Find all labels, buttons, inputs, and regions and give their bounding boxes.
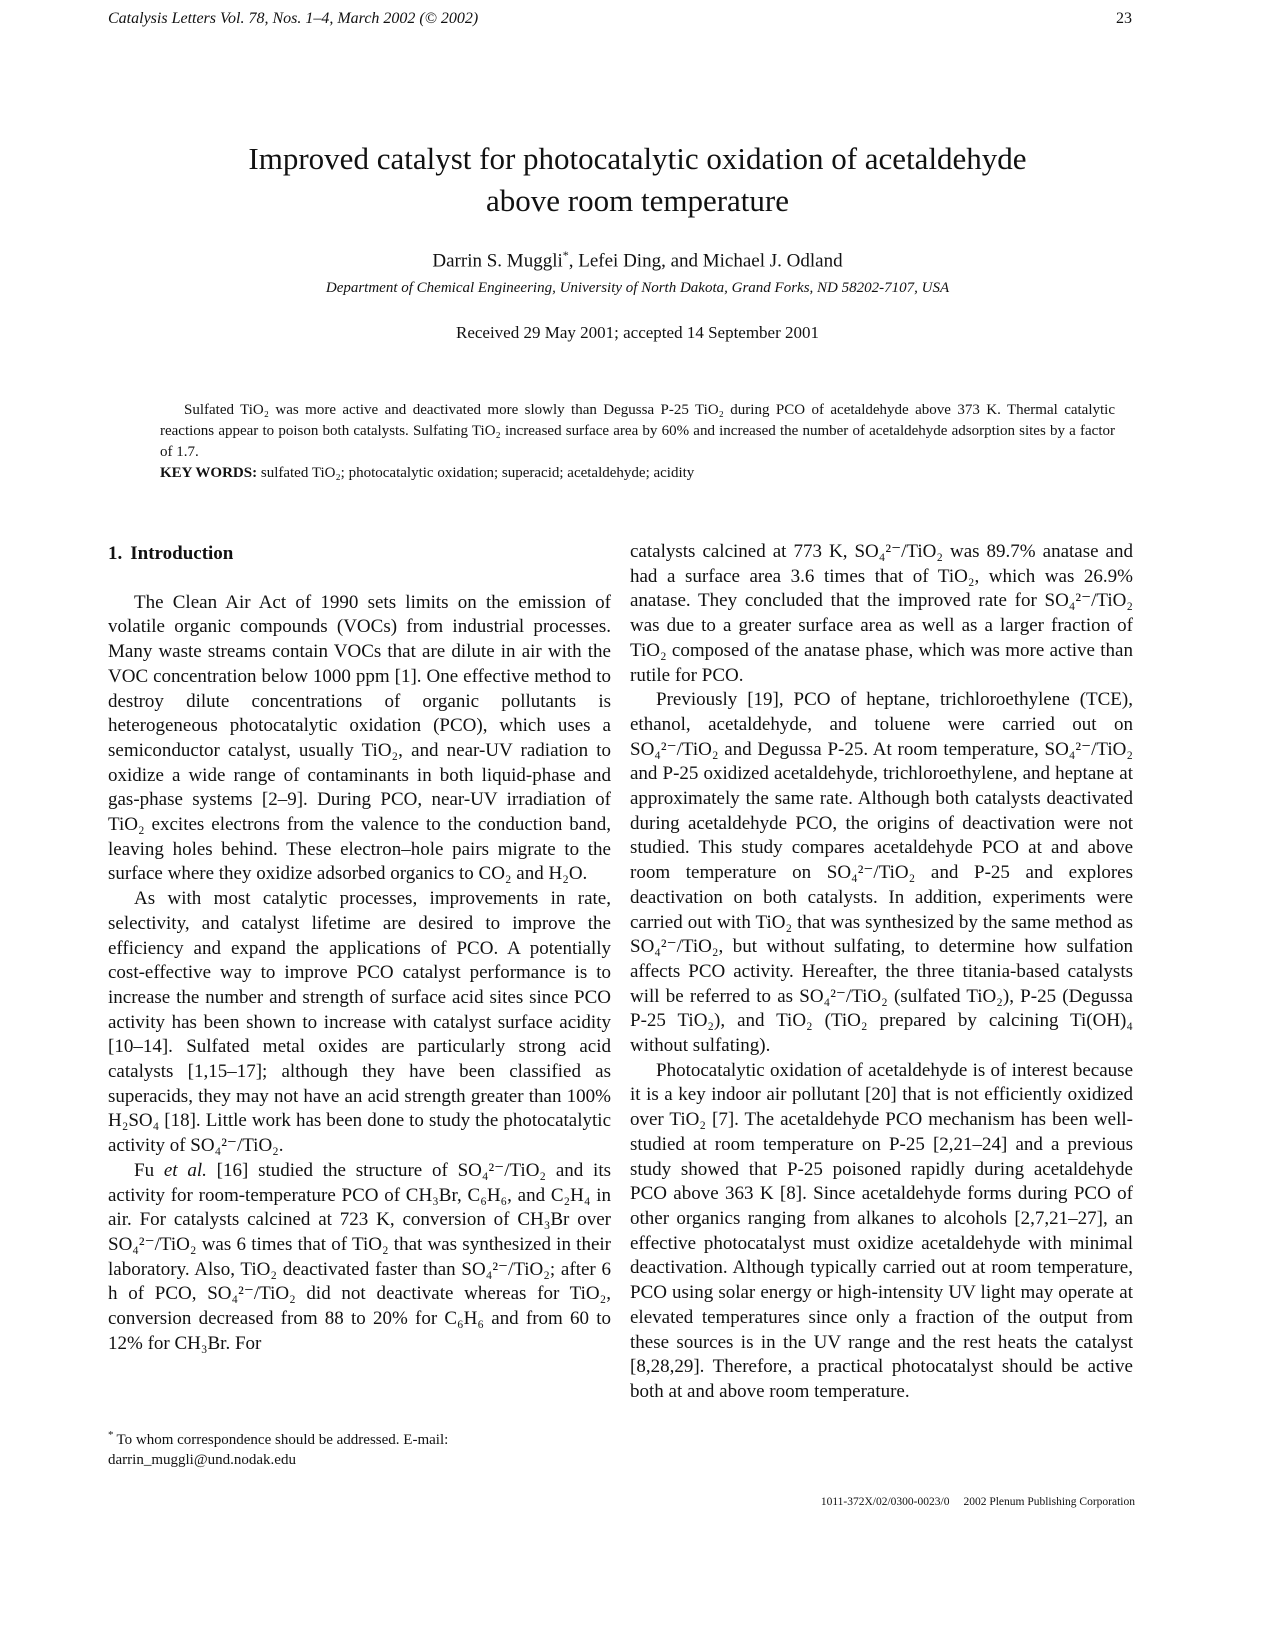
paragraph-3-text: [16] studied the structure of SO₄²⁻/TiO₂ and its activity for room-temperature PCO of CH₃Br, C₆H₆, and C₂H₄ in air. For catalysts calcined at 723 K, conversion of CH₃Br over SO₄²⁻/TiO₂ was 6 times that of TiO₂ that was synthesized in their laboratory. Also, TiO₂ deactivated faster than SO₄²⁻/TiO₂; after 6 h of PCO, SO₄²⁻/TiO₂ did not deactivate whereas for TiO₂, conversion decreased from 88 to 20% for C₆H₆ and from 60 to 12% for CH₃Br. For [108, 1159, 611, 1354]
imprint-publisher: 2002 Plenum Publishing Corporation [963, 1496, 1135, 1508]
keywords [160, 463, 1115, 484]
title-line-1: Improved catalyst for photocatalytic oxidation of acetaldehyde [248, 141, 1027, 176]
intro-paragraph-4: Previously [19], PCO of heptane, trichloroethylene (TCE), ethanol, acetaldehyde, and toluene were carried out on SO₄²⁻/TiO₂ and Degussa P-25. At room temperature, SO₄²⁻/TiO₂ and P-25 oxidized acetaldehyde, trichloroethylene, and heptane at approximately the same rate. Although both catalysts deactivated during acetaldehyde PCO, the origins of deactivation were not studied. This study compares acetaldehyde PCO at and above room temperature on SO₄²⁻/TiO₂ and P-25 and explores deactivation on both catalysts. In addition, experiments were carried out with TiO₂ that was synthesized by the same method as SO₄²⁻/TiO₂, but without sulfating, to determine how sulfation affects PCO activity. Hereafter, the three titania-based catalysts will be referred to as SO₄²⁻/TiO₂ (sulfated TiO₂), P-25 (Degussa P-25 TiO₂), and TiO₂ (TiO₂ prepared by calcining Ti(OH)₄ without sulfating). [630, 689, 1133, 1057]
intro-paragraph-3-cont: catalysts calcined at 773 K, SO₄²⁻/TiO₂ was 89.7% anatase and had a surface area 3.6 times that of TiO₂, which was 26.9% anatase. They concluded that the improved rate for SO₄²⁻/TiO₂ was due to a greater surface area as well as a larger fraction of TiO₂ composed of the anatase phase, which was more active than rutile for PCO. [630, 541, 1133, 686]
abstract-text: Sulfated TiO₂ was more active and deactivated more slowly than Degussa P-25 TiO₂ during PCO of acetaldehyde above 373 K. Thermal catalytic reactions appear to poison both catalysts. Sulfating TiO₂ increased surface area by 60% and increased the number of acetaldehyde adsorption sites by a factor of 1.7. [160, 402, 1115, 460]
article-title [0, 138, 1275, 222]
section-title: Introduction [130, 543, 234, 564]
imprint-code: 1011-372X/02/0300-0023/0 [820, 1496, 950, 1508]
intro-paragraph-1: The Clean Air Act of 1990 sets limits on the emission of volatile organic compounds (VOCs) from industrial processes. Many waste streams contain VOCs that are dilute in air with the VOC concentration below 1000 ppm [1]. One effective method to destroy dilute concentrations of organic pollutants is heterogeneous photocatalytic oxidation (PCO), which uses a semiconductor catalyst, usually TiO₂, and near-UV radiation to oxidize a wide range of contaminants in both liquid-phase and gas-phase systems [2–9]. During PCO, near-UV irradiation of TiO₂ excites electrons from the valence to the conduction band, leaving holes behind. These electron–hole pairs migrate to the surface where they oxidize adsorbed organics to CO₂ and H₂O. [108, 591, 611, 885]
intro-paragraph-3 [108, 1159, 611, 1357]
page-number: 23 [1116, 10, 1132, 27]
footnote-text: To whom correspondence should be addressed. E-mail: darrin_muggli@und.nodak.edu [108, 1432, 449, 1468]
abstract [160, 400, 1115, 484]
imprint [807, 1496, 1135, 1508]
footnote-mark: * [108, 1429, 114, 1441]
authors [0, 248, 1275, 272]
left-column [108, 542, 611, 1357]
section-heading [108, 542, 611, 567]
corresponding-author: Darrin S. Muggli [432, 250, 563, 272]
section-number: 1. [108, 543, 123, 564]
coauthors: , Lefei Ding, and Michael J. Odland [568, 250, 843, 272]
et-al: et al. [163, 1159, 207, 1181]
paragraph-3-author: Fu [134, 1159, 164, 1181]
author-footnote-mark: * [562, 248, 569, 262]
journal-citation: Catalysis Letters Vol. 78, Nos. 1–4, March 2002 (© 2002) [108, 10, 479, 27]
footnote [108, 1425, 611, 1470]
keywords-list: sulfated TiO₂; photocatalytic oxidation; superacid; acetaldehyde; acidity [260, 465, 695, 481]
keywords-label: KEY WORDS: [160, 465, 258, 481]
intro-paragraph-2: As with most catalytic processes, improvements in rate, selectivity, and catalyst lifetime are desired to improve the efficiency and expand the applications of PCO. A potentially cost-effective way to improve PCO catalyst performance is to increase the number and strength of surface acid sites since PCO activity has been shown to increase with catalyst surface acidity [10–14]. Sulfated metal oxides are particularly strong acid catalysts [1,15–17]; although they have been classified as superacids, they may not have an acid strength greater than 100% H₂SO₄ [18]. Little work has been done to study the photocatalytic activity of SO₄²⁻/TiO₂. [108, 888, 611, 1157]
affiliation: Department of Chemical Engineering, University of North Dakota, Grand Forks, ND 58202-7107, USA [325, 280, 950, 297]
right-column [630, 540, 1133, 1405]
running-head [108, 10, 1132, 34]
intro-paragraph-5: Photocatalytic oxidation of acetaldehyde is of interest because it is a key indoor air pollutant [20] that is not efficiently oxidized over TiO₂ [7]. The acetaldehyde PCO mechanism has been well-studied at room temperature on P-25 [2,21–24] and a previous study showed that P-25 poisoned rapidly during acetaldehyde PCO above 363 K [8]. Since acetaldehyde forms during PCO of other organics ranging from alkanes to alcohols [2,7,21–27], an effective photocatalyst must oxidize acetaldehyde with minimal deactivation. Although typically carried out at room temperature, PCO using solar energy or high-intensity UV light may operate at elevated temperatures since only a fraction of the output from these sources is in the UV range and the rest heats the catalyst [8,28,29]. Therefore, a practical photocatalyst should be active both at and above room temperature. [630, 1059, 1133, 1402]
title-line-2: above room temperature [486, 183, 789, 218]
received-dates: Received 29 May 2001; accepted 14 September 2001 [455, 323, 820, 343]
title-block [0, 138, 1275, 343]
